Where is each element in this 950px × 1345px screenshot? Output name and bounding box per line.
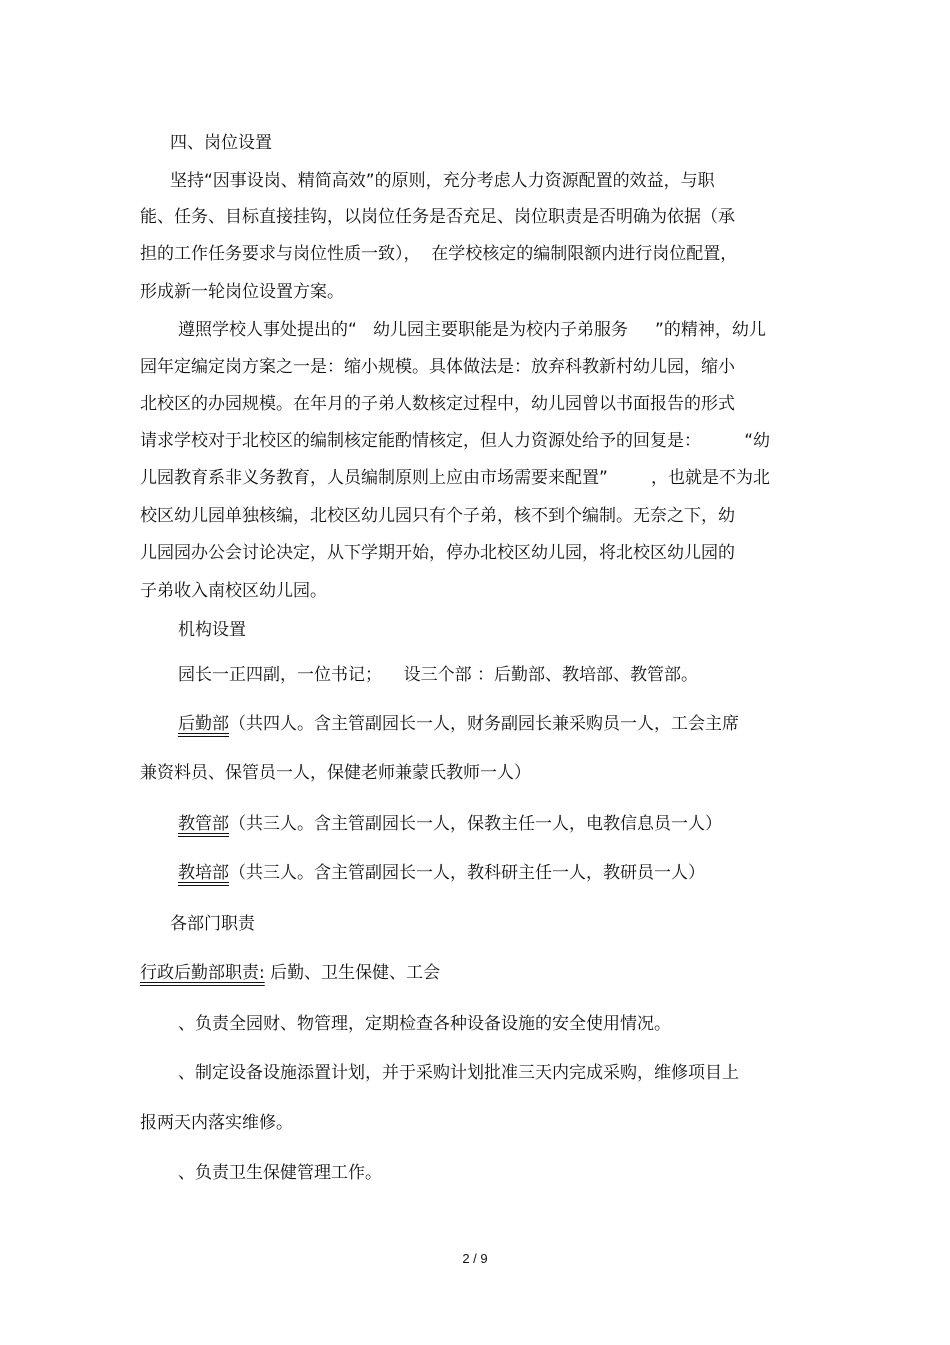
duties-heading: 各部门职责 xyxy=(170,914,255,934)
logistics-dept-name: 后勤部 xyxy=(178,714,229,734)
paragraph-line: 形成新一轮岗位设置方案。 xyxy=(140,282,344,302)
logistics-dept-desc-cont: 兼资料员、保管员一人，保健老师兼蒙氏教师一人） xyxy=(140,763,531,783)
duty-item: 、负责卫生保健管理工作。 xyxy=(178,1163,382,1183)
teacher-training-dept-desc: （共三人。含主管副园长一人，教科研主任一人，教研员一人） xyxy=(229,863,705,883)
admin-duties-label: 行政后勤部职责: xyxy=(140,963,265,983)
admin-duties-scope: 后勤、卫生保健、工会 xyxy=(264,963,441,983)
teacher-training-dept-line xyxy=(178,862,705,884)
paragraph-line: 能、任务、目标直接挂钩，以岗位任务是否充足、岗位职责是否明确为依据（承 xyxy=(140,207,735,227)
logistics-dept-desc: （共四人。含主管副园长一人，财务副园长兼采购员一人，工会主席 xyxy=(229,714,739,734)
paragraph-line: 遵照学校人事处提出的“ 幼儿园主要职能是为校内子弟服务 ”的精神，幼儿 xyxy=(178,320,766,340)
duty-item: 、负责全园财、物管理，定期检查各种设备设施的安全使用情况。 xyxy=(178,1014,671,1034)
paragraph-line: 园年定编定岗方案之一是：缩小规模。具体做法是：放弃科教新村幼儿园，缩小 xyxy=(140,357,735,377)
duty-item: 、制定设备设施添置计划，并于采购计划批准三天内完成采购，维修项目上 xyxy=(178,1063,739,1083)
duty-item-cont: 报两天内落实维修。 xyxy=(140,1113,293,1133)
paragraph-line: 坚持“因事设岗、精简高效”的原则，充分考虑人力资源配置的效益，与职 xyxy=(170,171,715,191)
paragraph-line: 请求学校对于北校区的编制核定能酌情核定，但人力资源处给予的回复是： “幼 xyxy=(140,431,771,451)
paragraph-line: 儿园教育系非义务教育，人员编制原则上应由市场需要来配置” ，也就是不为北 xyxy=(140,468,771,488)
paragraph-line: 担的工作任务要求与岗位性质一致）， 在学校核定的编制限额内进行岗位配置， xyxy=(140,244,738,264)
paragraph-line: 儿园园办公会讨论决定，从下学期开始，停办北校区幼儿园，将北校区幼儿园的 xyxy=(140,543,735,563)
page-number: 2 / 9 xyxy=(462,1251,488,1266)
admin-duties-line xyxy=(140,962,440,984)
paragraph-line: 校区幼儿园单独核编，北校区幼儿园只有个子弟，核不到个编制。无奈之下，幼 xyxy=(140,506,735,526)
teaching-mgmt-dept-desc: （共三人。含主管副园长一人，保教主任一人，电教信息员一人） xyxy=(229,814,722,834)
logistics-dept-line xyxy=(178,713,739,735)
section-heading: 四、岗位设置 xyxy=(170,133,272,153)
paragraph-line: 子弟收入南校区幼儿园。 xyxy=(140,581,327,601)
org-summary: 园长一正四副，一位书记； 设三个部 ：后勤部、教培部、教管部。 xyxy=(178,665,699,685)
teacher-training-dept-name: 教培部 xyxy=(178,863,229,883)
org-heading: 机构设置 xyxy=(178,620,246,640)
teaching-mgmt-dept-line xyxy=(178,813,722,835)
paragraph-line: 北校区的办园规模。在年月的子弟人数核定过程中，幼儿园曾以书面报告的形式 xyxy=(140,394,735,414)
teaching-mgmt-dept-name: 教管部 xyxy=(178,814,229,834)
